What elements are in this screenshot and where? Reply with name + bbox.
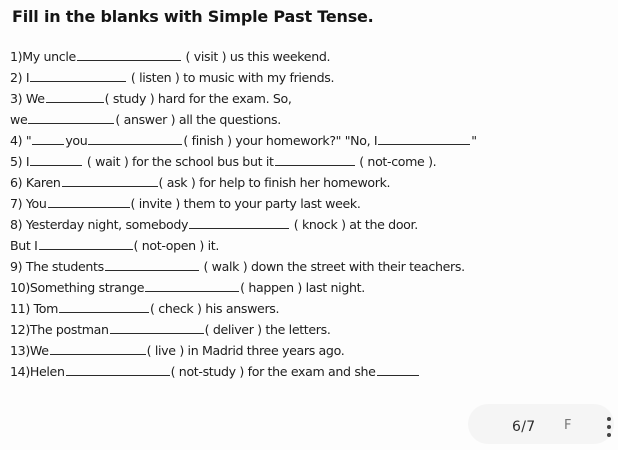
- exercise-text: 9) The students: [10, 259, 104, 274]
- overlay-text: F: [564, 418, 572, 433]
- exercise-text: ( check ) his answers.: [150, 301, 280, 316]
- exercise-text: 1)My uncle: [10, 49, 76, 64]
- exercise-text: ( invite ) them to your party last week.: [130, 196, 361, 211]
- exercise-line-3: [10, 90, 292, 108]
- answer-blank[interactable]: [59, 300, 149, 313]
- exercise-line-7: [10, 174, 390, 192]
- exercise-line-2: [10, 69, 334, 87]
- answer-blank[interactable]: [30, 69, 126, 82]
- answer-blank[interactable]: [48, 195, 130, 208]
- answer-blank[interactable]: [189, 216, 289, 229]
- answer-blank[interactable]: [377, 363, 419, 376]
- more-vertical-icon[interactable]: [606, 417, 612, 437]
- exercise-text: 6) Karen: [10, 175, 61, 190]
- exercise-text: ( knock ) at the door.: [290, 217, 418, 232]
- exercise-line-5: [10, 132, 477, 150]
- exercise-text: ( ask ) for help to finish her homework.: [158, 175, 391, 190]
- exercise-text: 14)Helen: [10, 364, 65, 379]
- exercise-line-6: [10, 153, 436, 171]
- answer-blank[interactable]: [66, 363, 170, 376]
- exercise-text: But I: [10, 238, 38, 253]
- exercise-text: 5) I: [10, 154, 30, 169]
- exercise-line-15: [10, 342, 344, 360]
- exercise-text: 8) Yesterday night, somebody: [10, 217, 189, 232]
- answer-blank[interactable]: [378, 132, 470, 145]
- exercise-text: ( walk ) down the street with their teachers.: [199, 259, 465, 274]
- exercise-line-9: [10, 216, 418, 234]
- answer-blank[interactable]: [62, 174, 158, 187]
- exercise-text: 4) ": [10, 133, 32, 148]
- exercise-line-14: [10, 321, 330, 339]
- exercise-text: 11) Tom: [10, 301, 59, 316]
- exercise-text: you: [65, 133, 88, 148]
- exercise-text: ": [471, 133, 477, 148]
- exercise-line-8: [10, 195, 361, 213]
- answer-blank[interactable]: [275, 153, 355, 166]
- exercise-line-1: [10, 48, 330, 66]
- exercise-line-13: [10, 300, 279, 318]
- exercise-text: ( not-come ).: [355, 154, 437, 169]
- exercise-text: ( deliver ) the letters.: [204, 322, 331, 337]
- exercise-text: 13)We: [10, 343, 49, 358]
- page-indicator-overlay: [468, 404, 614, 444]
- exercise-text: ( live ) in Madrid three years ago.: [146, 343, 345, 358]
- exercise-text: ( answer ) all the questions.: [115, 112, 281, 127]
- answer-blank[interactable]: [39, 237, 133, 250]
- answer-blank[interactable]: [28, 111, 114, 124]
- exercise-line-10: [10, 237, 219, 255]
- exercise-line-11: [10, 258, 465, 276]
- answer-blank[interactable]: [88, 132, 182, 145]
- exercise-text: ( not-open ) it.: [133, 238, 220, 253]
- exercise-text: ( study ) hard for the exam. So,: [104, 91, 292, 106]
- exercise-text: ( listen ) to music with my friends.: [127, 70, 335, 85]
- answer-blank[interactable]: [46, 90, 104, 103]
- exercise-text: 3) We: [10, 91, 45, 106]
- exercise-text: ( happen ) last night.: [240, 280, 365, 295]
- answer-blank[interactable]: [32, 132, 64, 145]
- answer-blank[interactable]: [30, 153, 82, 166]
- exercise-text: 2) I: [10, 70, 30, 85]
- worksheet-title: Fill in the blanks with Simple Past Tense.: [12, 7, 374, 26]
- exercise-text: 10)Something strange: [10, 280, 145, 295]
- exercise-text: ( not-study ) for the exam and she: [170, 364, 376, 379]
- answer-blank[interactable]: [110, 321, 204, 334]
- answer-blank[interactable]: [50, 342, 146, 355]
- answer-blank[interactable]: [105, 258, 199, 271]
- answer-blank[interactable]: [145, 279, 239, 292]
- exercise-line-16: [10, 363, 420, 381]
- exercise-text: ( wait ) for the school bus but it: [83, 154, 274, 169]
- exercise-text: ( finish ) your homework?" "No, I: [183, 133, 378, 148]
- exercise-text: 7) You: [10, 196, 47, 211]
- exercise-text: we: [10, 112, 28, 127]
- page-counter: 6/7: [512, 419, 536, 435]
- answer-blank[interactable]: [77, 48, 181, 61]
- exercise-line-4: [10, 111, 281, 129]
- exercise-text: ( visit ) us this weekend.: [181, 49, 331, 64]
- exercise-text: 12)The postman: [10, 322, 109, 337]
- exercise-line-12: [10, 279, 365, 297]
